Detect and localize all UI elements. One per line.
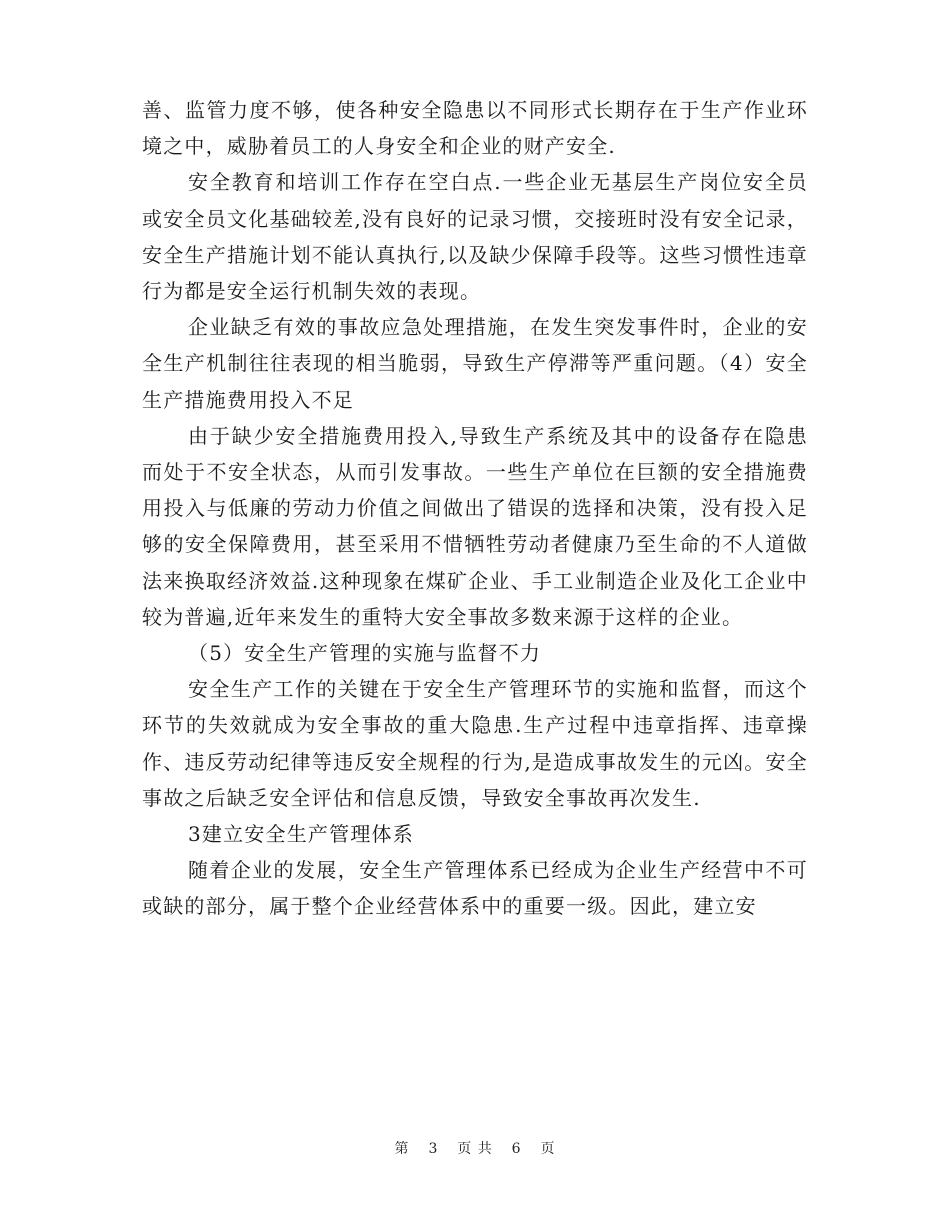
section-heading-3: 3建立安全生产管理体系 <box>188 822 414 847</box>
paragraph-cost-investment: 由于缺少安全措施费用投入,导致生产系统及其中的设备存在隐患而处于不安全状态，从而引发事故。一些生产单位在巨额的安全措施费用投入与低廉的劳动力价值之间做出了错误的选择和决策，没有投入足够的安全保障费用，甚至采用不惜牺牲劳动者健康乃至生命的不人道做法来换取经济效益.这种现象在煤矿企业、手工业制造企业及化工企业中较为普遍,近年来发生的重特大安全事故多数来源于这样的企业。 <box>142 423 808 629</box>
paragraph-emergency-measures: 企业缺乏有效的事故应急处理措施，在发生突发事件时，企业的安全生产机制往往表现的相当脆弱，导致生产停滞等严重问题。（4）安全生产措施费用投入不足 <box>142 315 808 412</box>
footer-prefix: 第 <box>394 1141 410 1157</box>
footer-middle: 页 共 <box>457 1141 493 1157</box>
page-footer <box>0 1138 950 1158</box>
footer-suffix: 页 <box>540 1141 556 1157</box>
paragraph-continuation: 善、监管力度不够，使各种安全隐患以不同形式长期存在于生产作业环境之中，威胁着员工的人身安全和企业的财产安全. <box>142 98 808 159</box>
document-body <box>142 92 808 925</box>
footer-page-number: 3 <box>428 1141 439 1157</box>
paragraph-safety-training: 安全教育和培训工作存在空白点.一些企业无基层生产岗位安全员或安全员文化基础较差,没有良好的记录习惯，交接班时没有安全记录，安全生产措施计划不能认真执行,以及缺少保障手段等。这些习惯性违章行为都是安全运行机制失效的表现。 <box>142 170 808 304</box>
section-heading-5: （5）安全生产管理的实施与监督不力 <box>188 641 542 666</box>
footer-total-pages: 6 <box>511 1141 522 1157</box>
paragraph-supervision: 安全生产工作的关键在于安全生产管理环节的实施和监督，而这个环节的失效就成为安全事故的重大隐患.生产过程中违章指挥、违章操作、违反劳动纪律等违反安全规程的行为,是造成事故发生的元凶。安全事故之后缺乏安全评估和信息反馈，导致安全事故再次发生. <box>142 677 808 810</box>
paragraph-management-system: 随着企业的发展，安全生产管理体系已经成为企业生产经营中不可或缺的部分，属于整个企业经营体系中的重要一级。因此，建立安 <box>142 858 808 919</box>
